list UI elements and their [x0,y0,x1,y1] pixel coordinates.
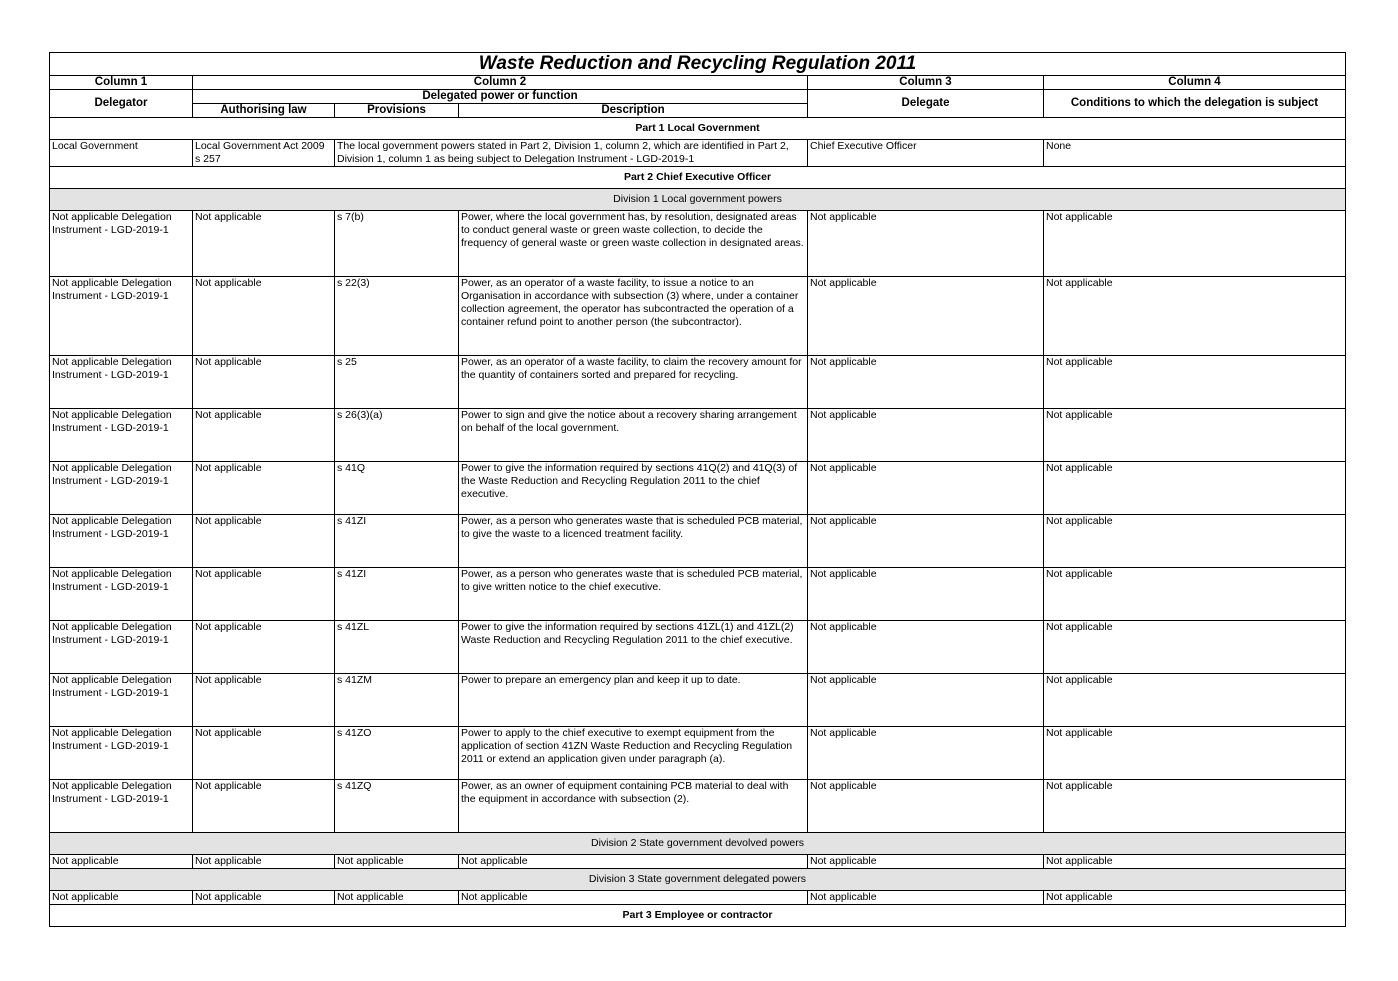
delegate-cell: Not applicable [808,356,1044,409]
delegate-cell: Not applicable [808,277,1044,356]
delegate-cell: Not applicable [808,462,1044,515]
provisions-cell: s 41Q [335,462,459,515]
conditions-cell: Not applicable [1044,727,1346,780]
description-cell: Power, as a person who generates waste that is scheduled PCB material, to give written notice to the chief executive. [459,568,808,621]
delegate-cell: Not applicable [808,890,1044,904]
description-cell: Not applicable [459,890,808,904]
delegator-cell: Not applicable Delegation Instrument - LGD-2019-1 [50,568,193,621]
conditions-cell: None [1044,140,1346,167]
authorising-law-cell: Not applicable [193,674,335,727]
description-cell: Not applicable [459,855,808,869]
delegate-cell: Not applicable [808,780,1044,833]
description-cell: Power, as an operator of a waste facility, to issue a notice to an Organisation in accordance with subsection (3) where, under a container collection agreement, the operator has subcontracted the operation of a container refund point to another person (the subcontractor). [459,277,808,356]
provisions-cell: s 26(3)(a) [335,409,459,462]
column-1-header: Column 1 [50,76,193,90]
table-row [50,780,1346,833]
division-3-heading: Division 3 State government delegated powers [50,868,1346,890]
delegator-cell: Not applicable Delegation Instrument - LGD-2019-1 [50,277,193,356]
description-header: Description [459,104,808,118]
conditions-cell: Not applicable [1044,409,1346,462]
authorising-law-cell: Not applicable [193,356,335,409]
authorising-law-cell: Not applicable [193,515,335,568]
authorising-law-cell: Not applicable [193,855,335,869]
document-title: Waste Reduction and Recycling Regulation 2011 [50,53,1346,76]
conditions-cell: Not applicable [1044,462,1346,515]
provisions-cell: s 41ZI [335,568,459,621]
table-row [50,409,1346,462]
authorising-law-cell: Not applicable [193,621,335,674]
provisions-cell: s 41ZO [335,727,459,780]
conditions-cell: Not applicable [1044,515,1346,568]
delegate-cell: Not applicable [808,568,1044,621]
description-cell: Power, where the local government has, by resolution, designated areas to conduct general waste or green waste collection, to decide the frequency of general waste or green waste collection in designated areas. [459,211,808,277]
delegate-cell: Not applicable [808,211,1044,277]
authorising-law-cell: Not applicable [193,211,335,277]
authorising-law-cell: Not applicable [193,727,335,780]
description-cell: Power to sign and give the notice about a recovery sharing arrangement on behalf of the local government. [459,409,808,462]
table-row [50,515,1346,568]
table-row [50,356,1346,409]
delegator-cell: Not applicable [50,855,193,869]
delegator-cell: Not applicable Delegation Instrument - LGD-2019-1 [50,356,193,409]
delegator-cell: Local Government [50,140,193,167]
part-2-heading: Part 2 Chief Executive Officer [50,167,1346,189]
column-4-header: Column 4 [1044,76,1346,90]
provisions-cell: s 41ZQ [335,780,459,833]
delegated-power-header: Delegated power or function [193,90,808,104]
delegator-cell: Not applicable Delegation Instrument - LGD-2019-1 [50,211,193,277]
table-row [50,855,1346,869]
provisions-cell: s 41ZM [335,674,459,727]
delegation-register-sheet [49,52,1345,927]
table-row [50,277,1346,356]
delegate-cell: Not applicable [808,727,1044,780]
column-3-header: Column 3 [808,76,1044,90]
provisions-header: Provisions [335,104,459,118]
division-1-rows [50,211,1346,833]
conditions-cell: Not applicable [1044,568,1346,621]
description-cell: Power to apply to the chief executive to exempt equipment from the application of section 41ZN Waste Reduction and Recycling Regulation 2011 or extend an application given under paragraph (a). [459,727,808,780]
authorising-law-cell: Not applicable [193,568,335,621]
conditions-cell: Not applicable [1044,621,1346,674]
description-cell: Power, as an owner of equipment containing PCB material to deal with the equipment in accordance with subsection (2). [459,780,808,833]
provisions-cell: Not applicable [335,855,459,869]
description-cell: Power to prepare an emergency plan and keep it up to date. [459,674,808,727]
delegator-cell: Not applicable Delegation Instrument - LGD-2019-1 [50,409,193,462]
delegator-cell: Not applicable [50,890,193,904]
table-row [50,890,1346,904]
description-cell: Power, as an operator of a waste facility, to claim the recovery amount for the quantity of containers sorted and prepared for recycling. [459,356,808,409]
division-2-heading: Division 2 State government devolved powers [50,833,1346,855]
provisions-cell: s 41ZL [335,621,459,674]
conditions-cell: Not applicable [1044,780,1346,833]
delegator-cell: Not applicable Delegation Instrument - LGD-2019-1 [50,462,193,515]
delegate-header: Delegate [808,90,1044,118]
conditions-cell: Not applicable [1044,890,1346,904]
authorising-law-cell: Local Government Act 2009 s 257 [193,140,335,167]
part-3-heading: Part 3 Employee or contractor [50,904,1346,926]
division-1-heading: Division 1 Local government powers [50,189,1346,211]
provisions-cell: s 22(3) [335,277,459,356]
provisions-cell: Not applicable [335,890,459,904]
authorising-law-cell: Not applicable [193,890,335,904]
delegation-table [49,52,1346,927]
provisions-cell: s 7(b) [335,211,459,277]
conditions-cell: Not applicable [1044,277,1346,356]
delegate-cell: Not applicable [808,409,1044,462]
delegate-cell: Not applicable [808,674,1044,727]
conditions-cell: Not applicable [1044,674,1346,727]
table-row [50,727,1346,780]
description-cell: The local government powers stated in Part 2, Division 1, column 2, which are identified in Part 2, Division 1, column 1 as being subject to Delegation Instrument - LGD-2019-1 [335,140,808,167]
delegator-cell: Not applicable Delegation Instrument - LGD-2019-1 [50,621,193,674]
description-cell: Power to give the information required by sections 41Q(2) and 41Q(3) of the Waste Reduction and Recycling Regulation 2011 to the chief executive. [459,462,808,515]
table-row [50,140,1346,167]
description-cell: Power to give the information required by sections 41ZL(1) and 41ZL(2) Waste Reduction and Recycling Regulation 2011 to the chief executive. [459,621,808,674]
table-row [50,674,1346,727]
authorising-law-cell: Not applicable [193,462,335,515]
provisions-cell: s 25 [335,356,459,409]
authorising-law-cell: Not applicable [193,277,335,356]
table-row [50,211,1346,277]
authorising-law-cell: Not applicable [193,780,335,833]
delegate-cell: Chief Executive Officer [808,140,1044,167]
delegate-cell: Not applicable [808,515,1044,568]
delegator-cell: Not applicable Delegation Instrument - LGD-2019-1 [50,515,193,568]
table-row [50,462,1346,515]
delegate-cell: Not applicable [808,621,1044,674]
conditions-cell: Not applicable [1044,855,1346,869]
conditions-cell: Not applicable [1044,211,1346,277]
delegator-cell: Not applicable Delegation Instrument - LGD-2019-1 [50,780,193,833]
description-cell: Power, as a person who generates waste that is scheduled PCB material, to give the waste to a licenced treatment facility. [459,515,808,568]
authorising-law-cell: Not applicable [193,409,335,462]
delegator-header: Delegator [50,90,193,118]
provisions-cell: s 41ZI [335,515,459,568]
part-1-heading: Part 1 Local Government [50,118,1346,140]
table-row [50,568,1346,621]
delegator-cell: Not applicable Delegation Instrument - LGD-2019-1 [50,674,193,727]
conditions-cell: Not applicable [1044,356,1346,409]
table-row [50,621,1346,674]
conditions-header: Conditions to which the delegation is subject [1044,90,1346,118]
authorising-law-header: Authorising law [193,104,335,118]
delegate-cell: Not applicable [808,855,1044,869]
column-2-header: Column 2 [193,76,808,90]
delegator-cell: Not applicable Delegation Instrument - LGD-2019-1 [50,727,193,780]
